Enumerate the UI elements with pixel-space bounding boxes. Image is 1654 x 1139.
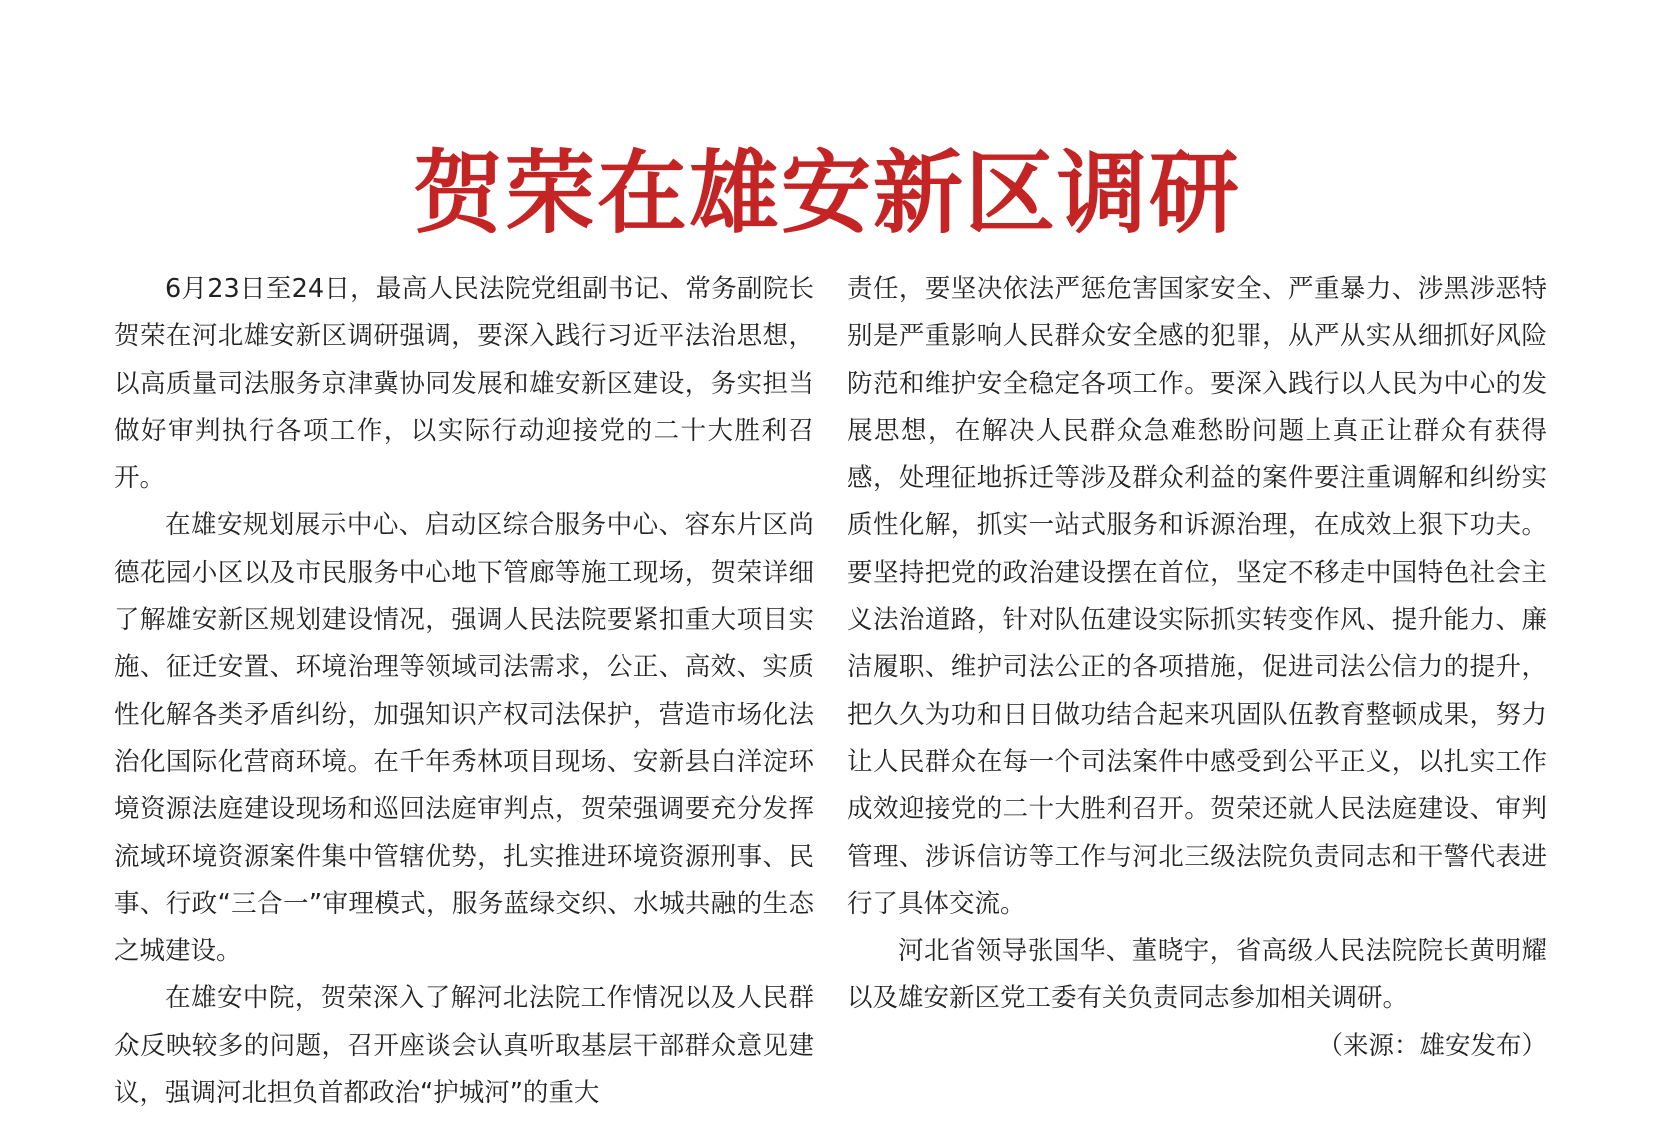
article-paragraph-4: 河北省领导张国华、董晓宇，省高级人民法院院长黄明耀以及雄安新区党工委有关负责同志参加相关调研。	[847, 936, 1547, 1014]
article-paragraph-1: 6月23日至24日，最高人民法院党组副书记、常务副院长贺荣在河北雄安新区调研强调，要深入践行习近平法治思想，以高质量司法服务京津冀协同发展和雄安新区建设，务实担当做好审判执行各项工作，以实际行动迎接党的二十大胜利召开。	[114, 274, 814, 494]
article-source: （来源：雄安发布）	[1317, 1030, 1547, 1061]
article-paragraph-3-continued: 责任，要坚决依法严惩危害国家安全、严重暴力、涉黑涉恶特别是严重影响人民群众安全感的犯罪，从严从实从细抓好风险防范和维护安全稳定各项工作。要深入践行以人民为中心的发展思想，在解决人民群众急难愁盼问题上真正让群众有获得感，处理征地拆迁等涉及群众利益的案件要注重调解和纠纷实质性化解，抓实一站式服务和诉源治理，在成效上狠下功夫。要坚持把党的政治建设摆在首位，坚定不移走中国特色社会主义法治道路，针对队伍建设实际抓实转变作风、提升能力、廉洁履职、维护司法公正的各项措施，促进司法公信力的提升，把久久为功和日日做功结合起来巩固队伍教育整顿成果，努力让人民群众在每一个司法案件中感受到公平正义，以扎实工作成效迎接党的二十大胜利召开。贺荣还就人民法庭建设、审判管理、涉诉信访等工作与河北三级法院负责同志和干警代表进行了具体交流。	[847, 274, 1547, 919]
article-column-left	[114, 266, 814, 1117]
article-paragraph-2: 在雄安规划展示中心、启动区综合服务中心、容东片区尚德花园小区以及市民服务中心地下管廊等施工现场，贺荣详细了解雄安新区规划建设情况，强调人民法院要紧扣重大项目实施、征迁安置、环境治理等领域司法需求，公正、高效、实质性化解各类矛盾纠纷，加强知识产权司法保护，营造市场化法治化国际化营商环境。在千年秀林项目现场、安新县白洋淀环境资源法庭建设现场和巡回法庭审判点，贺荣强调要充分发挥流域环境资源案件集中管辖优势，扎实推进环境资源刑事、民事、行政“三合一”审理模式，服务蓝绿交织、水城共融的生态之城建设。	[114, 510, 814, 967]
article-column-right	[847, 266, 1547, 1070]
article-paragraph-3: 在雄安中院，贺荣深入了解河北法院工作情况以及人民群众反映较多的问题，召开座谈会认真听取基层干部群众意见建议，强调河北担负首都政治“护城河”的重大	[114, 983, 814, 1109]
article-title: 贺荣在雄安新区调研	[413, 140, 1241, 247]
